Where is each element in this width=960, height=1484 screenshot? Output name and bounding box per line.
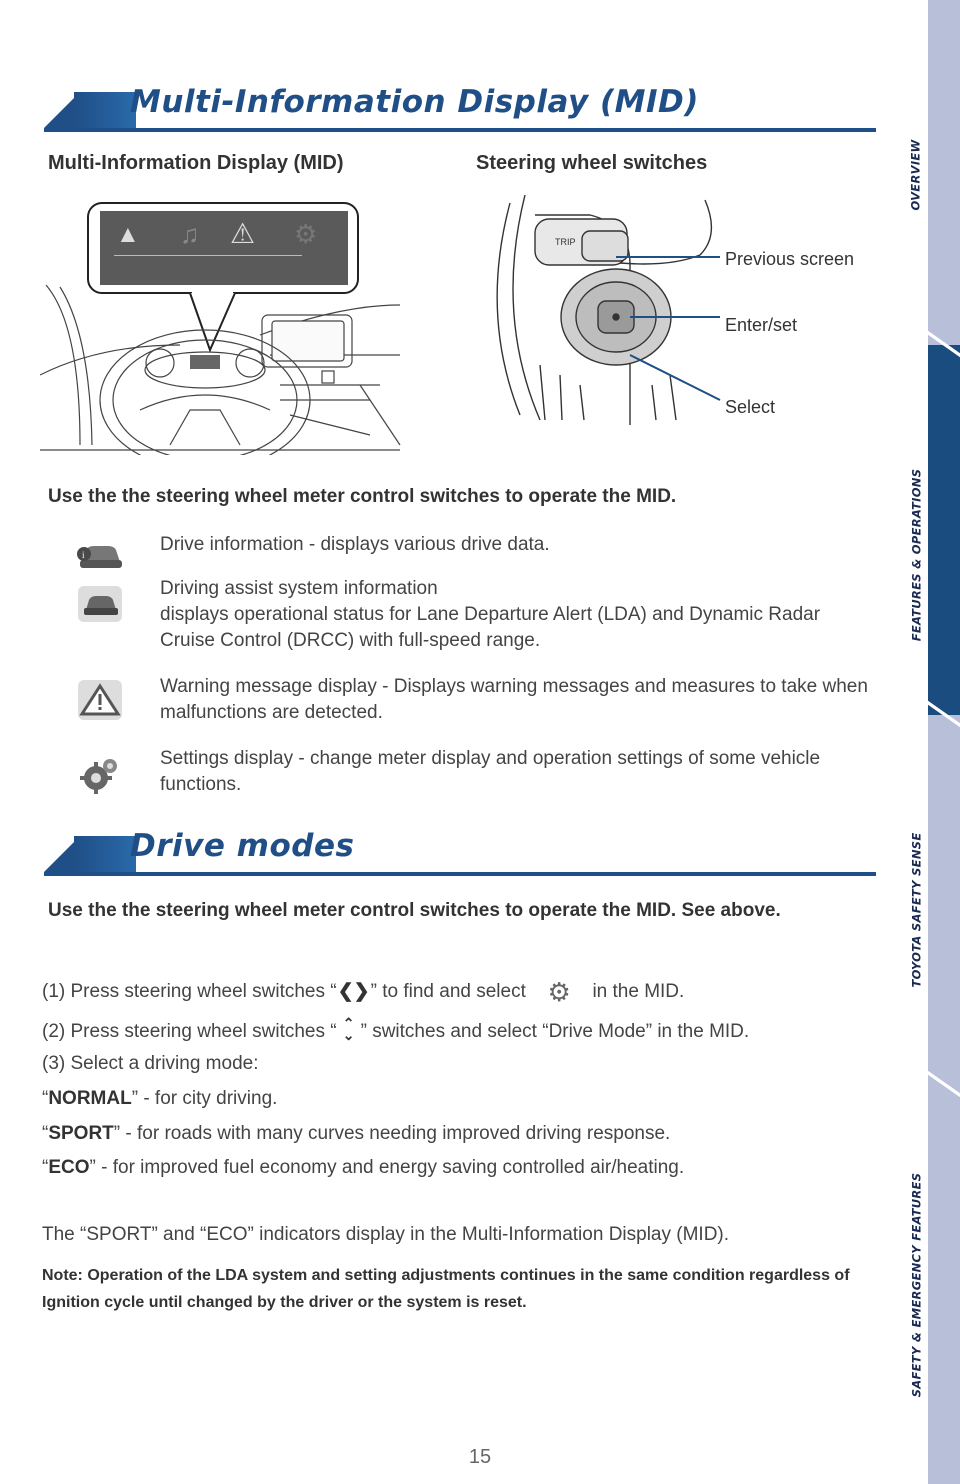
section2-lead: Use the the steering wheel meter control switches to operate the MID. See above.	[48, 900, 781, 921]
section-title: Multi-Information Display (MID)	[130, 84, 699, 120]
callout-previous-screen: Previous screen	[725, 249, 855, 269]
mode-desc: ” - for improved fuel economy and energy saving controlled air/heating.	[89, 1157, 685, 1178]
trip-label: TRIP	[555, 237, 576, 247]
callout-select: Select	[725, 397, 776, 417]
mode-name: SPORT	[48, 1123, 114, 1144]
left-right-arrows-icon: ❮❯	[337, 981, 370, 1002]
mode-desc: ” - for city driving.	[131, 1088, 278, 1109]
settings-gears-icon	[72, 752, 128, 796]
callout-enter-set: Enter/set	[725, 315, 798, 335]
steering-subhead: Steering wheel switches	[476, 152, 708, 174]
mid-screen-icons	[108, 215, 348, 265]
music-note-icon: ♫	[180, 219, 200, 249]
driving-assist-title: Driving assist system information	[160, 578, 438, 599]
drive-info-icon	[72, 530, 128, 574]
step1-part-b: ” to find and select	[370, 981, 526, 1002]
mid-subhead: Multi-Information Display (MID)	[48, 152, 344, 174]
mode-name: NORMAL	[48, 1088, 132, 1109]
mode-desc: ” - for roads with many curves needing improved driving response.	[113, 1123, 671, 1144]
mode-sport: “SPORT” - for roads with many curves needing improved driving response.	[42, 1123, 671, 1144]
step2-part-a: (2) Press steering wheel switches “	[42, 1021, 337, 1042]
step-2	[42, 1017, 882, 1045]
tab-features-operations[interactable]	[896, 430, 936, 680]
banner-accent	[74, 836, 136, 872]
mode-normal: “NORMAL” - for city driving.	[42, 1088, 278, 1109]
warning-text: Warning message display - Displays warning messages and measures to take when malfunctions are detected.	[160, 676, 868, 723]
drive-info-text: Drive information - displays various drive data.	[160, 534, 550, 555]
banner-accent	[74, 92, 136, 128]
svg-text:i: i	[82, 550, 85, 560]
tab-toyota-safety-sense[interactable]	[896, 810, 936, 1010]
gear-icon: ⚙	[294, 219, 318, 249]
banner-rule	[44, 128, 876, 132]
step-1	[42, 979, 882, 1005]
steering-switches-illustration	[480, 195, 740, 425]
tab-label: SAFETY & EMERGENCY FEATURES	[909, 1172, 923, 1398]
page-number: 15	[468, 1446, 492, 1468]
up-down-arrows-icon: ⌃ ⌄	[342, 1015, 355, 1043]
driving-assist-text: displays operational status for Lane Departure Alert (LDA) and Dynamic Radar Cruise Control (DRCC) with full-speed range.	[160, 604, 821, 651]
step2-part-b: ” switches and select “Drive Mode” in the MID.	[360, 1021, 750, 1042]
indicator-text: The “SPORT” and “ECO” indicators display in the Multi-Information Display (MID).	[42, 1224, 730, 1245]
tab-safety-emergency[interactable]	[896, 1160, 936, 1410]
section-title: Drive modes	[130, 828, 355, 864]
banner-rule	[44, 872, 876, 876]
warning-triangle-icon: ⚠	[230, 218, 256, 249]
driving-assist-icon	[72, 582, 128, 626]
tab-overview[interactable]	[896, 95, 936, 255]
car-icon: ▲	[116, 221, 140, 248]
note-text: Note: Operation of the LDA system and setting adjustments continues in the same condition regardless of Ignition cycle until changed by the driver or the system is reset.	[42, 1267, 850, 1311]
section1-lead: Use the the steering wheel meter control switches to operate the MID.	[48, 486, 677, 507]
mid-underline	[114, 255, 302, 256]
warning-icon	[72, 678, 128, 722]
step1-part-a: (1) Press steering wheel switches “	[42, 981, 337, 1002]
tab-label: FEATURES & OPERATIONS	[909, 468, 924, 642]
settings-gears-icon: ⚙	[547, 977, 571, 1007]
tab-label: OVERVIEW	[909, 139, 924, 211]
step-3: (3) Select a driving mode:	[42, 1053, 259, 1074]
step1-part-c: in the MID.	[592, 981, 685, 1002]
tab-label: TOYOTA SAFETY SENSE	[909, 832, 924, 988]
settings-text: Settings display - change meter display and operation settings of some vehicle functions.	[160, 748, 821, 795]
mode-name: ECO	[48, 1157, 90, 1178]
mode-eco: “ECO” - for improved fuel economy and energy saving controlled air/heating.	[42, 1157, 685, 1178]
